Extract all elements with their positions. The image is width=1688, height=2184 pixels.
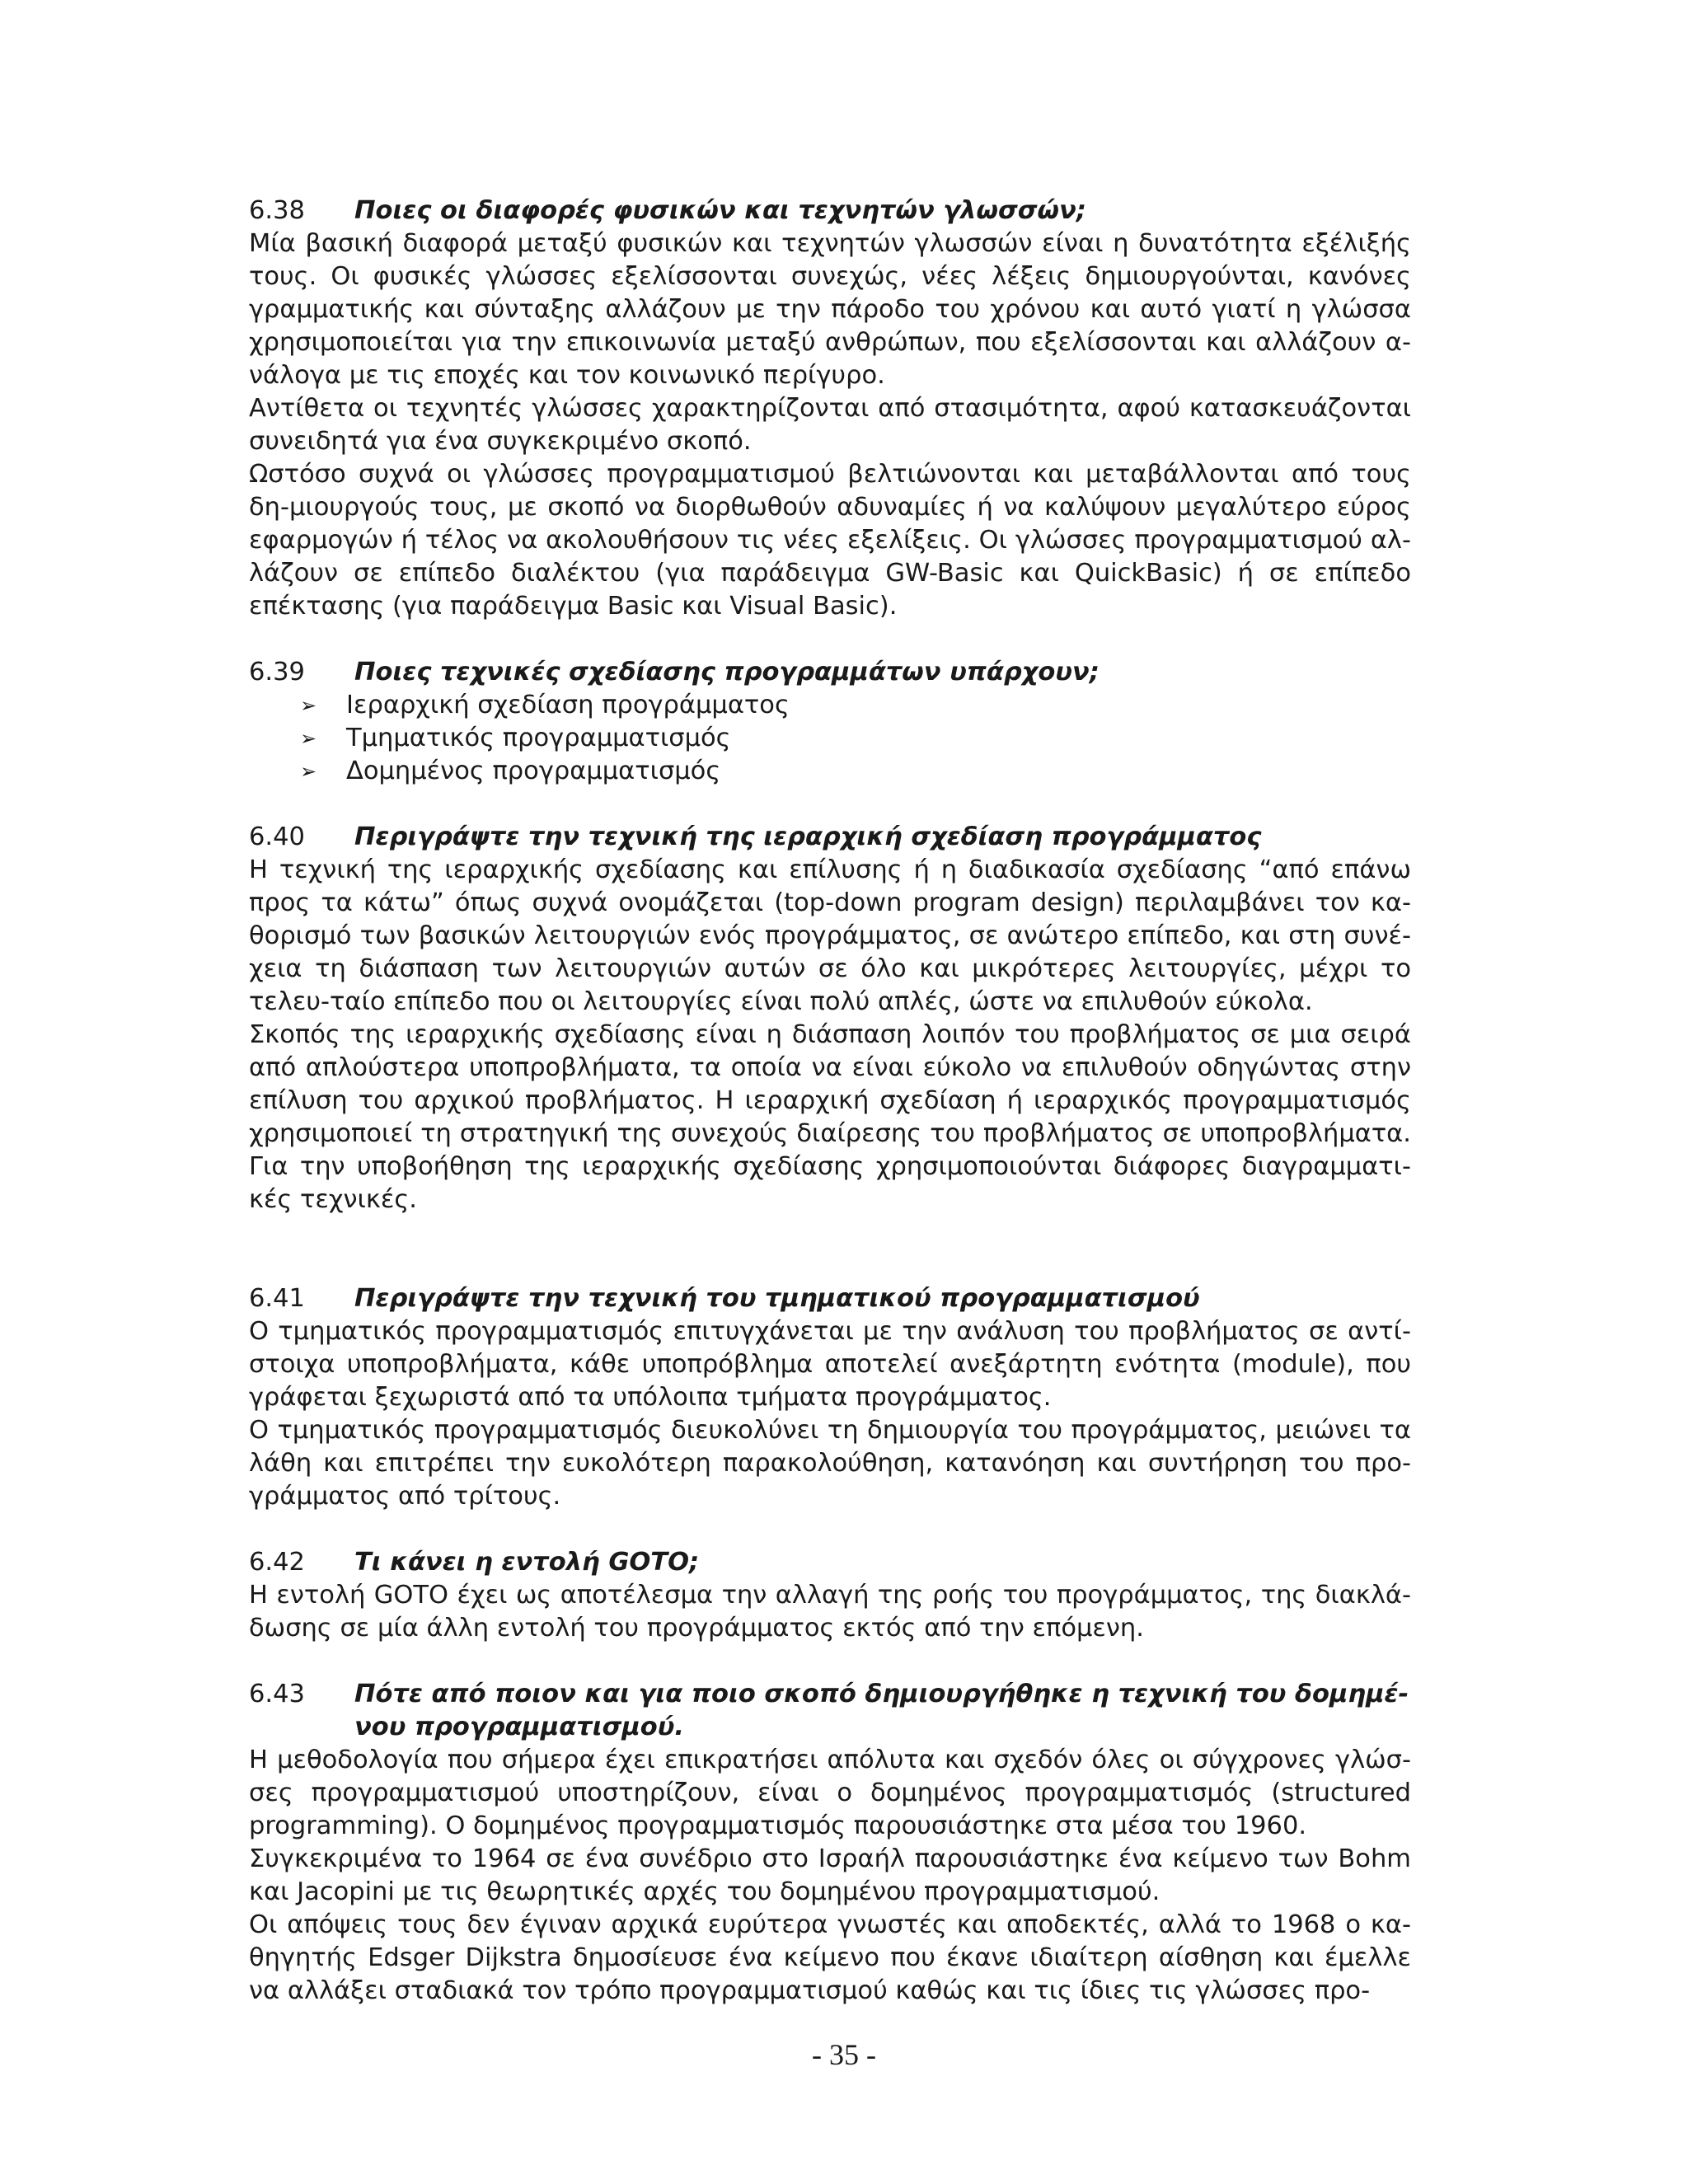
section-title: Ποιες οι διαφορές φυσικών και τεχνητών γλωσσών; <box>354 196 1086 225</box>
section-heading <box>249 194 1411 227</box>
paragraph: Η μεθοδολογία που σήμερα έχει επικρατήσει απόλυτα και σχεδόν όλες οι σύγχρονες γλώσ-σες προγραμματισμού υποστηρίζουν, είναι ο δομημένος προγραμματισμός (structured programming). Ο δομημένος προγραμματισμός παρουσιάστηκε στα μέσα του 1960. <box>249 1746 1411 1840</box>
section-heading <box>249 656 1411 689</box>
paragraph: Η τεχνική της ιεραρχικής σχεδίασης και επίλυσης ή η διαδικασία σχεδίασης “από επάνω προς τα κάτω” όπως συχνά ονομάζεται (top-down program design) περιλαμβάνει τον κα-θορισμό των βασικών λειτουργιών ενός προγράμματος, σε ανώτερο επίπεδο, και στη συνέ-χεια τη διάσπαση των λειτουργιών αυτών σε όλο και μικρότερες λειτουργίες, μέχρι το τελευ-ταίο επίπεδο που οι λειτουργίες είναι πολύ απλές, ώστε να επιλυθούν εύκολα. <box>249 855 1411 1016</box>
paragraph: Μία βασική διαφορά μεταξύ φυσικών και τεχνητών γλωσσών είναι η δυνατότητα εξέλιξής τους. Οι φυσικές γλώσσες εξελίσσονται συνεχώς, νέες λέξεις δημιουργούνται, κανόνες γραμματικής και σύνταξης αλλάζουν με την πάροδο του χρόνου και αυτό γιατί η γλώσσα χρησιμοποιείται για την επικοινωνία μεταξύ ανθρώπων, που εξελίσσονται και αλλάζουν α-νάλογα με τις εποχές και τον κοινωνικό περίγυρο. <box>249 229 1411 390</box>
section-6-41 <box>249 1282 1411 1513</box>
document-page <box>249 194 1411 2008</box>
section-heading <box>249 1546 1411 1579</box>
section-number: 6.42 <box>249 1548 305 1577</box>
section-number: 6.39 <box>249 658 305 687</box>
bullet-list <box>249 689 1411 788</box>
section-6-39 <box>249 656 1411 788</box>
section-heading <box>249 1282 1411 1315</box>
section-6-43 <box>249 1678 1411 2008</box>
paragraph: Συγκεκριμένα το 1964 σε ένα συνέδριο στο Ισραήλ παρουσιάστηκε ένα κείμενο των Bohm και Jacopini με τις θεωρητικές αρχές του δομημένου προγραμματισμού. <box>249 1844 1411 1906</box>
section-title: Πότε από ποιον και για ποιο σκοπό δημιουργήθηκε η τεχνική του δομημέ-νου προγραμματισμού. <box>354 1680 1409 1741</box>
list-item <box>300 722 1411 755</box>
page-number: - 35 - <box>812 2038 876 2071</box>
section-6-38 <box>249 194 1411 623</box>
paragraph: Ο τμηματικός προγραμματισμός διευκολύνει τη δημιουργία του προγράμματος, μειώνει τα λάθη και επιτρέπει την ευκολότερη παρακολούθηση, κατανόηση και συντήρηση του προ-γράμματος από τρίτους. <box>249 1416 1411 1511</box>
section-number: 6.38 <box>249 196 305 225</box>
section-title: Ποιες τεχνικές σχεδίασης προγραμμάτων υπάρχουν; <box>354 658 1100 687</box>
arrow-bullet-icon: ➢ <box>300 727 317 750</box>
paragraph: Η εντολή GOTO έχει ως αποτέλεσμα την αλλαγή της ροής του προγράμματος, της διακλά-δωσης σε μία άλλη εντολή του προγράμματος εκτός από την επόμενη. <box>249 1581 1411 1643</box>
section-heading <box>249 821 1411 854</box>
arrow-bullet-icon: ➢ <box>300 694 317 717</box>
section-number: 6.43 <box>249 1680 305 1708</box>
paragraph: Αντίθετα οι τεχνητές γλώσσες χαρακτηρίζονται από στασιμότητα, αφού κατασκευάζονται συνειδητά για ένα συγκεκριμένο σκοπό. <box>249 394 1411 456</box>
paragraph: Οι απόψεις τους δεν έγιναν αρχικά ευρύτερα γνωστές και αποδεκτές, αλλά το 1968 ο κα-θηγητής Edsger Dijkstra δημοσίευσε ένα κείμενο που έκανε ιδιαίτερη αίσθηση και έμελλε να αλλάξει σταδιακά τον τρόπο προγραμματισμού καθώς και τις ίδιες τις γλώσσες προ- <box>249 1910 1411 2005</box>
section-heading <box>249 1678 1411 1744</box>
list-item-label: Ιεραρχική σχεδίαση προγράμματος <box>346 691 790 719</box>
list-item <box>300 755 1411 788</box>
list-item-label: Δομημένος προγραμματισμός <box>346 757 721 785</box>
list-item <box>300 689 1411 722</box>
paragraph: Ο τμηματικός προγραμματισμός επιτυγχάνεται με την ανάλυση του προβλήματος σε αντί-στοιχα υποπροβλήματα, κάθε υποπρόβλημα αποτελεί ανεξάρτητη ενότητα (module), που γράφεται ξεχωριστά από τα υπόλοιπα τμήματα προγράμματος. <box>249 1317 1411 1412</box>
section-number: 6.41 <box>249 1284 305 1313</box>
paragraph: Σκοπός της ιεραρχικής σχεδίασης είναι η διάσπαση λοιπόν του προβλήματος σε μια σειρά από απλούστερα υποπροβλήματα, τα οποία να είναι εύκολο να επιλυθούν οδηγώντας στην επίλυση του αρχικού προβλήματος. Η ιεραρχική σχεδίαση ή ιεραρχικός προγραμματισμός χρησιμοποιεί τη στρατηγική της συνεχούς διαίρεσης του προβλήματος σε υποπροβλήματα. Για την υποβοήθηση της ιεραρχικής σχεδίασης χρησιμοποιούνται διάφορες διαγραμματι-κές τεχνικές. <box>249 1020 1411 1214</box>
section-title: Περιγράψτε την τεχνική του τμηματικού προγραμματισμού <box>354 1284 1200 1313</box>
section-title: Τι κάνει η εντολή GOTO; <box>354 1548 700 1577</box>
paragraph: Ωστόσο συχνά οι γλώσσες προγραμματισμού βελτιώνονται και μεταβάλλονται από τους δη-μιουργούς τους, με σκοπό να διορθωθούν αδυναμίες ή να καλύψουν μεγαλύτερο εύρος εφαρμογών ή τέλος να ακολουθήσουν τις νέες εξελίξεις. Οι γλώσσες προγραμματισμού αλ-λάζουν σε επίπεδο διαλέκτου (για παράδειγμα GW-Basic και QuickBasic) ή σε επίπεδο επέκτασης (για παράδειγμα Basic και Visual Basic). <box>249 460 1411 621</box>
list-item-label: Τμηματικός προγραμματισμός <box>346 724 731 752</box>
arrow-bullet-icon: ➢ <box>300 760 317 783</box>
section-6-42 <box>249 1546 1411 1645</box>
section-title: Περιγράψτε την τεχνική της ιεραρχική σχεδίαση προγράμματος <box>354 823 1262 851</box>
section-6-40 <box>249 821 1411 1216</box>
section-number: 6.40 <box>249 823 305 851</box>
